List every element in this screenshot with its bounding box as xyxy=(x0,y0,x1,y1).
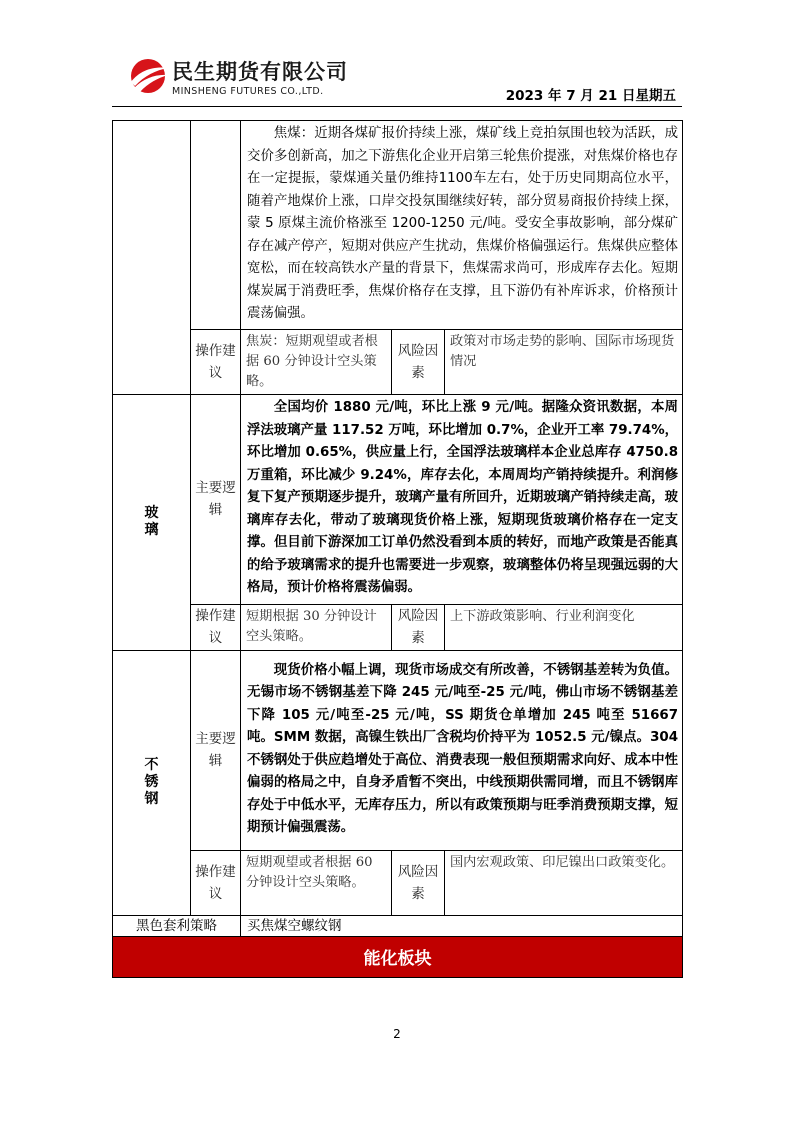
glass-operation-row xyxy=(113,604,683,650)
coke-logic-cell xyxy=(241,121,683,330)
glass-category-name: 玻璃 xyxy=(144,505,159,538)
coke-risk-text: 政策对市场走势的影响、国际市场现货情况 xyxy=(445,329,683,394)
glass-logic-label: 主要逻辑 xyxy=(191,394,241,604)
coke-operation-row xyxy=(113,329,683,394)
report-date: 2023 年 7 月 21 日星期五 xyxy=(505,88,676,104)
steel-operation-text: 短期观望或者根据 60 分钟设计空头策略。 xyxy=(241,850,392,915)
page-number: 2 xyxy=(393,1027,401,1041)
arbitrage-label: 黑色套利策略 xyxy=(113,915,241,936)
glass-operation-text: 短期根据 30 分钟设计空头策略。 xyxy=(241,604,392,650)
coke-category-cell xyxy=(113,121,191,395)
glass-operation-label: 操作建议 xyxy=(191,604,241,650)
steel-category-cell xyxy=(113,650,191,915)
steel-operation-row xyxy=(113,850,683,915)
coke-risk-label: 风险因素 xyxy=(392,329,445,394)
logo-chinese-name: 民生期货有限公司 xyxy=(172,60,348,84)
glass-risk-text: 上下游政策影响、行业利润变化 xyxy=(445,604,683,650)
header-divider xyxy=(112,106,682,107)
glass-category-cell xyxy=(113,394,191,650)
page-header xyxy=(0,0,794,110)
glass-logic-cell xyxy=(241,394,683,604)
steel-logic-row xyxy=(113,650,683,850)
coke-operation-text: 焦炭：短期观望或者根据 60 分钟设计空头策略。 xyxy=(241,329,392,394)
section-banner-row xyxy=(113,936,683,977)
steel-risk-label: 风险因素 xyxy=(392,850,445,915)
steel-logic-cell xyxy=(241,650,683,850)
steel-logic-label: 主要逻辑 xyxy=(191,650,241,850)
steel-risk-text: 国内宏观政策、印尼镍出口政策变化。 xyxy=(445,850,683,915)
glass-logic-text: 全国均价 1880 元/吨，环比上涨 9 元/吨。据隆众资讯数据，本周浮法玻璃产量 117.52 万吨，环比增加 0.7%，企业开工率 79.74%，环比增加 0.65%，供应量上行，全国浮法玻璃样本企业总库存 4750.8 万重箱，环比减少 9.24%，库存去化，本周周均产销持续提升。利润修复下复产预期逐步提升，玻璃产量有所回升，近期玻璃产销持续走高，玻璃库存去化，带动了玻璃现货价格上涨，短期现货玻璃价格存在一定支撑。但目前下游深加工订单仍然没看到本质的转好，而地产政策是否能真的给予玻璃需求的提升也需要进一步观察，玻璃整体仍将呈现强远弱的大格局，预计价格将震荡偏弱。 xyxy=(247,400,679,596)
steel-logic-text: 现货价格小幅上调，现货市场成交有所改善，不锈钢基差转为负值。无锡市场不锈钢基差下降 245 元/吨至-25 元/吨，佛山市场不锈钢基差下降 105 元/吨至-25 元/吨，SS 期货仓单增加 245 吨至 51667 吨。SMM 数据，高镍生铁出厂含税均价持平为 1052.5 元/镍点。304 不锈钢处于供应趋增处于高位、消费表现一般但预期需求向好、成本中性偏弱的格局之中，自身矛盾暂不突出，中线预期供需同增，而且不锈钢库存处于中低水平，无库存压力，所以有政策预期与旺季消费预期支撑，短期预计偏强震荡。 xyxy=(247,662,679,835)
minsheng-logo-icon xyxy=(126,56,170,96)
arbitrage-value: 买焦煤空螺纹钢 xyxy=(241,915,683,936)
glass-risk-label: 风险因素 xyxy=(392,604,445,650)
energy-chem-section-banner: 能化板块 xyxy=(113,936,683,977)
arbitrage-row xyxy=(113,915,683,936)
steel-category-name: 不锈钢 xyxy=(144,757,159,807)
coke-logic-label xyxy=(191,121,241,330)
coke-operation-label: 操作建议 xyxy=(191,329,241,394)
coke-logic-row xyxy=(113,121,683,330)
glass-logic-row xyxy=(113,394,683,604)
company-logo xyxy=(126,56,366,102)
strategy-table xyxy=(112,120,683,978)
steel-operation-label: 操作建议 xyxy=(191,850,241,915)
coke-logic-text: 焦煤：近期各煤矿报价持续上涨，煤矿线上竞拍氛围也较为活跃，成交价多创新高，加之下游焦化企业开启第三轮焦价提涨，对焦煤价格也存在一定提振，蒙煤通关量仍维持1100车左右，处于历史同期高位水平，随着产地煤价上涨，口岸交投氛围继续好转，部分贸易商报价持续上探，蒙 5 原煤主流价格涨至 1200-1250 元/吨。受安全事故影响，部分煤矿存在减产停产，短期对供应产生扰动，焦煤价格偏强运行。焦煤供应整体宽松，而在较高铁水产量的背景下，焦煤需求尚可，形成库存去化。短期煤炭属于消费旺季，焦煤价格存在支撑，且下游仍有补库诉求，价格预计震荡偏强。 xyxy=(247,126,679,321)
logo-english-name: MINSHENG FUTURES CO.,LTD. xyxy=(172,86,324,97)
